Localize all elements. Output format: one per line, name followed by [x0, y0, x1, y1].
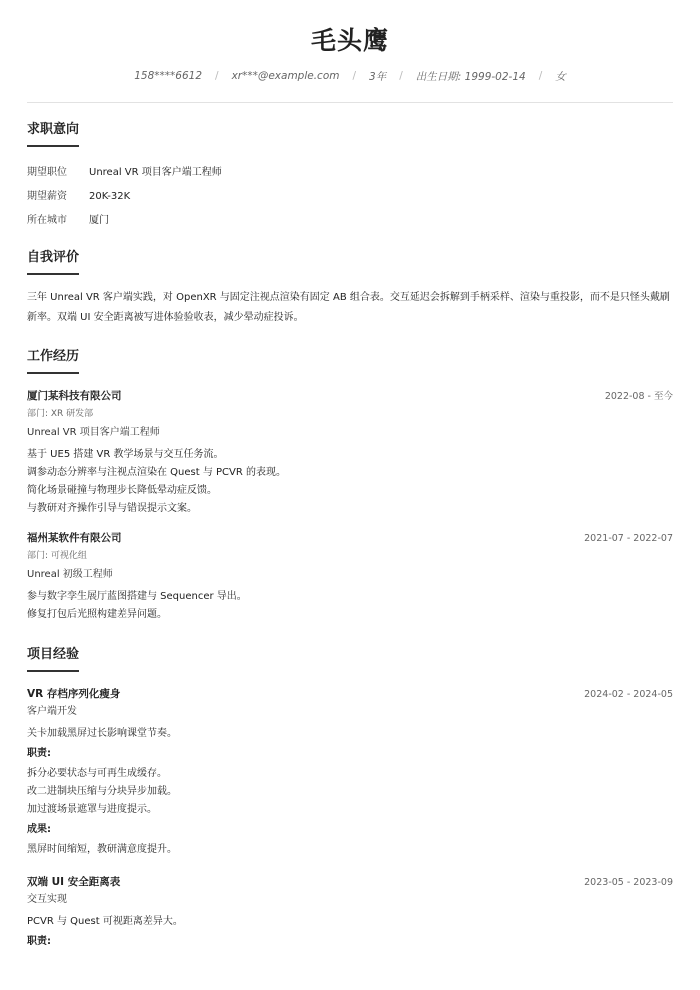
- job-intent-section: [27, 121, 673, 233]
- project-entry-header: [27, 874, 673, 889]
- work-date-range: 2022-08 - 至今: [604, 391, 673, 402]
- intent-row-position: [27, 161, 673, 185]
- section-underline: [27, 670, 79, 672]
- contact-separator: /: [215, 70, 219, 82]
- work-bullets: [27, 588, 673, 624]
- section-underline: [27, 145, 79, 147]
- project-duty: 加过渡场景遮罩与进度提示。: [27, 804, 157, 815]
- summary-text: 三年 Unreal VR 客户端实践，对 OpenXR 与固定注视点渲染有固定 AB 组合表。交互延迟会拆解到手柄采样、渲染与重投影，而不是只怪头戴刷新率。双端 UI 安全距离被写进体验验收表，减少晕动症投诉。: [27, 292, 670, 323]
- intent-value: 20K-32K: [89, 191, 131, 202]
- work-role: Unreal 初级工程师: [27, 569, 113, 580]
- project-experience-section: [27, 646, 673, 952]
- contact-experience-years: 3年: [369, 70, 387, 83]
- work-entry: [27, 530, 673, 624]
- project-date-range: 2023-05 - 2023-09: [584, 877, 673, 888]
- intent-value: Unreal VR 项目客户端工程师: [89, 167, 222, 178]
- intent-row-salary: [27, 185, 673, 209]
- self-evaluation-section: [27, 249, 673, 328]
- project-duty-label: 职责:: [27, 936, 51, 947]
- work-entry-header: [27, 530, 673, 545]
- section-title-work: 工作经历: [27, 349, 80, 364]
- candidate-name: 毛头鹰: [310, 26, 389, 55]
- work-date-range: 2021-07 - 2022-07: [584, 533, 673, 544]
- project-result: 黑屏时间缩短，教研满意度提升。: [27, 844, 177, 855]
- intent-row-city: [27, 209, 673, 233]
- work-department: 部门: XR 研发部: [27, 409, 94, 419]
- project-duty: 改二进制块压缩与分块异步加载。: [27, 786, 177, 797]
- project-name: 双端 UI 安全距离表: [27, 876, 121, 888]
- company-name: 福州某软件有限公司: [27, 532, 122, 544]
- project-duty-label: 职责:: [27, 748, 51, 759]
- contact-birthdate: 出生日期: 1999-02-14: [415, 70, 526, 83]
- company-name: 厦门某科技有限公司: [27, 390, 122, 402]
- work-bullet: 调参动态分辨率与注视点渲染在 Quest 与 PCVR 的表现。: [27, 467, 287, 478]
- project-name: VR 存档序列化瘦身: [27, 688, 121, 700]
- project-duties: [27, 765, 673, 819]
- section-underline: [27, 273, 79, 275]
- intent-label: 所在城市: [27, 215, 67, 226]
- contact-gender: 女: [555, 70, 566, 83]
- header-divider: [27, 102, 673, 103]
- section-title-summary: 自我评价: [27, 250, 80, 265]
- project-entry: [27, 686, 673, 860]
- section-underline: [27, 372, 79, 374]
- project-role: 交互实现: [27, 894, 67, 905]
- contact-bar: [27, 67, 673, 85]
- work-entry: [27, 388, 673, 518]
- intent-label: 期望薪资: [27, 191, 67, 202]
- work-experience-section: [27, 348, 673, 624]
- work-bullet: 修复打包后光照构建差异问题。: [27, 609, 167, 620]
- work-entry-header: [27, 388, 673, 403]
- project-duty: 拆分必要状态与可再生成缓存。: [27, 768, 167, 779]
- section-title-projects: 项目经验: [27, 647, 80, 662]
- work-role: Unreal VR 项目客户端工程师: [27, 427, 160, 438]
- work-bullet: 与教研对齐操作引导与错误提示文案。: [27, 503, 197, 514]
- contact-separator: /: [399, 70, 403, 82]
- project-entry: [27, 874, 673, 952]
- work-bullets: [27, 446, 673, 518]
- intent-label: 期望职位: [27, 167, 67, 178]
- work-bullet: 简化场景碰撞与物理步长降低晕动症反馈。: [27, 485, 217, 496]
- project-date-range: 2024-02 - 2024-05: [584, 689, 673, 700]
- work-bullet: 参与数字孪生展厅蓝图搭建与 Sequencer 导出。: [27, 591, 247, 602]
- project-entry-header: [27, 686, 673, 701]
- project-description: PCVR 与 Quest 可视距离差异大。: [27, 916, 183, 927]
- intent-value: 厦门: [89, 215, 109, 226]
- work-bullet: 基于 UE5 搭建 VR 教学场景与交互任务流。: [27, 449, 224, 460]
- project-result-label: 成果:: [27, 824, 51, 835]
- contact-email: xr***@example.com: [231, 70, 340, 82]
- intent-list: [27, 161, 673, 233]
- contact-separator: /: [352, 70, 357, 82]
- work-department: 部门: 可视化组: [27, 551, 87, 561]
- project-description: 关卡加载黑屏过长影响课堂节奏。: [27, 728, 177, 739]
- project-role: 客户端开发: [27, 706, 77, 717]
- contact-separator: /: [538, 70, 543, 82]
- section-title-intent: 求职意向: [27, 122, 80, 137]
- contact-phone: 158****6612: [134, 70, 203, 82]
